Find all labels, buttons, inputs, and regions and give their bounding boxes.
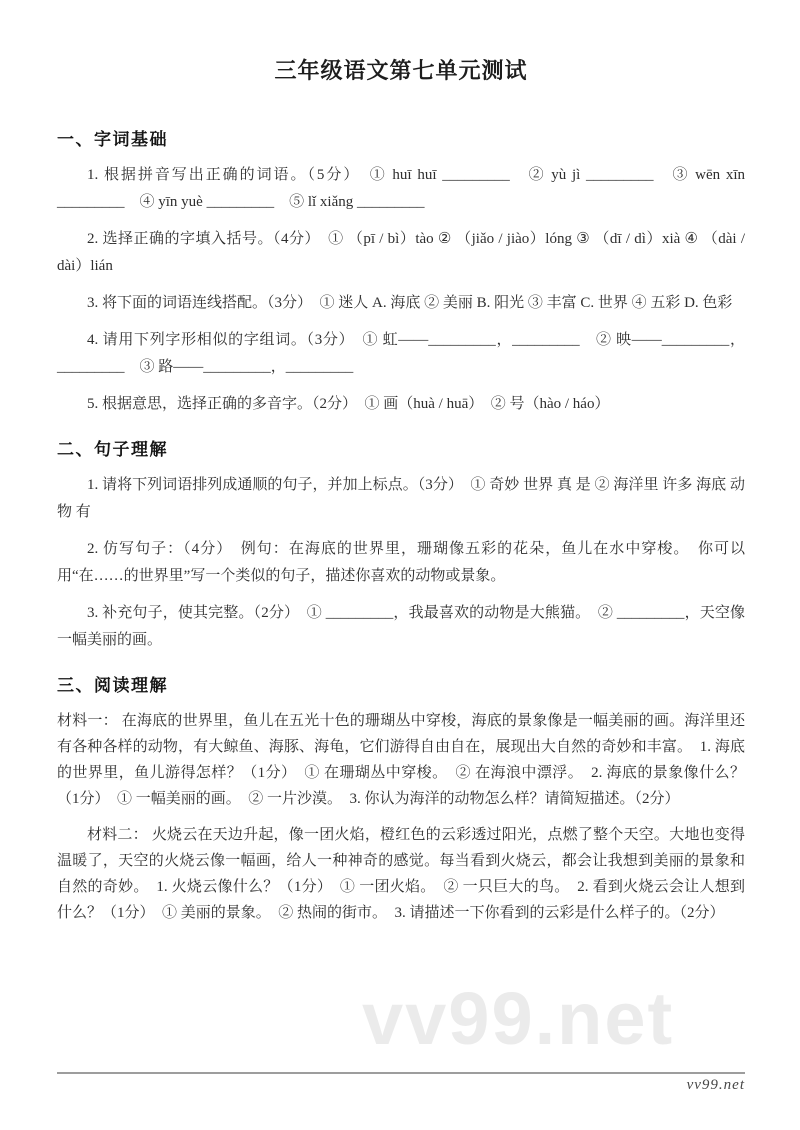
footer-divider	[57, 1072, 745, 1074]
section-reading-comprehension	[57, 674, 745, 926]
reading-material-one: 材料一： 在海底的世界里，鱼儿在五光十色的珊瑚丛中穿梭，海底的景象像是一幅美丽的画。海洋里还有各种各样的动物，有大鲸鱼、海豚、海龟，它们游得自由自在，展现出大自然的奇妙和丰富。 1. 海底的世界里，鱼儿游得怎样？（1分） ① 在珊瑚丛中穿梭。 ② 在海浪中漂浮。 2. 海底的景象像什么？（1分） ① 一幅美丽的画。 ② 一片沙漠。 3. 你认为海洋的动物怎么样？请简短描述。（2分）	[57, 713, 745, 807]
section-heading-word-basics: 一、字词基础	[57, 130, 168, 149]
watermark: vv99.net	[362, 977, 675, 1060]
section-heading-sentence-comprehension: 二、句子理解	[57, 440, 168, 459]
question-arrange-sentence: 1. 请将下列词语排列成通顺的句子，并加上标点。（3分） ① 奇妙 世界 真 是 ② 海洋里 许多 海底 动物 有	[57, 477, 745, 520]
question-similar-characters: 4. 请用下列字形相似的字组词。（3分） ① 虹——_________，_________ ② 映——_________，_________ ③ 路——_________，_________	[57, 332, 745, 375]
question-polyphonic-characters: 5. 根据意思，选择正确的多音字。（2分） ① 画（huà / huā） ② 号（hào / háo）	[87, 396, 610, 412]
section-word-basics	[57, 128, 745, 418]
question-match-words: 3. 将下面的词语连线搭配。（3分） ① 迷人 A. 海底 ② 美丽 B. 阳光 ③ 丰富 C. 世界 ④ 五彩 D. 色彩	[87, 295, 733, 311]
section-heading-reading-comprehension: 三、阅读理解	[57, 676, 168, 695]
page-footer	[57, 1072, 745, 1094]
document-content	[57, 0, 745, 936]
question-pinyin-words: 1. 根据拼音写出正确的词语。（5分） ① huī huī _________ ② yù jì _________ ③ wēn xīn _________ ④ yīn yuè _________ ⑤ lǐ xiǎng _________	[57, 167, 745, 210]
reading-material-two: 材料二： 火烧云在天边升起，像一团火焰，橙红色的云彩透过阳光，点燃了整个天空。大地也变得温暖了，天空的火烧云像一幅画，给人一种神奇的感觉。每当看到火烧云，都会让我想到美丽的景象和自然的奇妙。 1. 火烧云像什么？（1分） ① 一团火焰。 ② 一只巨大的鸟。 2. 看到火烧云会让人想到什么？（1分） ① 美丽的景象。 ② 热闹的街市。 3. 请描述一下你看到的云彩是什么样子的。（2分）	[57, 827, 745, 921]
question-choose-character: 2. 选择正确的字填入括号。（4分） ① （pī / bì）tào ② （jiǎo / jiào）lóng ③ （dī / dì）xià ④ （dài / dài）lián	[57, 231, 745, 274]
question-complete-sentence: 3. 补充句子，使其完整。（2分） ① _________，我最喜欢的动物是大熊猫。 ② _________，天空像一幅美丽的画。	[57, 605, 745, 648]
section-sentence-comprehension	[57, 438, 745, 654]
footer-site-text: vv99.net	[686, 1077, 745, 1093]
page-title: 三年级语文第七单元测试	[274, 58, 528, 83]
question-imitate-sentence: 2. 仿写句子：（4分） 例句：在海底的世界里，珊瑚像五彩的花朵，鱼儿在水中穿梭。 你可以用“在……的世界里”写一个类似的句子，描述你喜欢的动物或景象。	[57, 541, 745, 584]
